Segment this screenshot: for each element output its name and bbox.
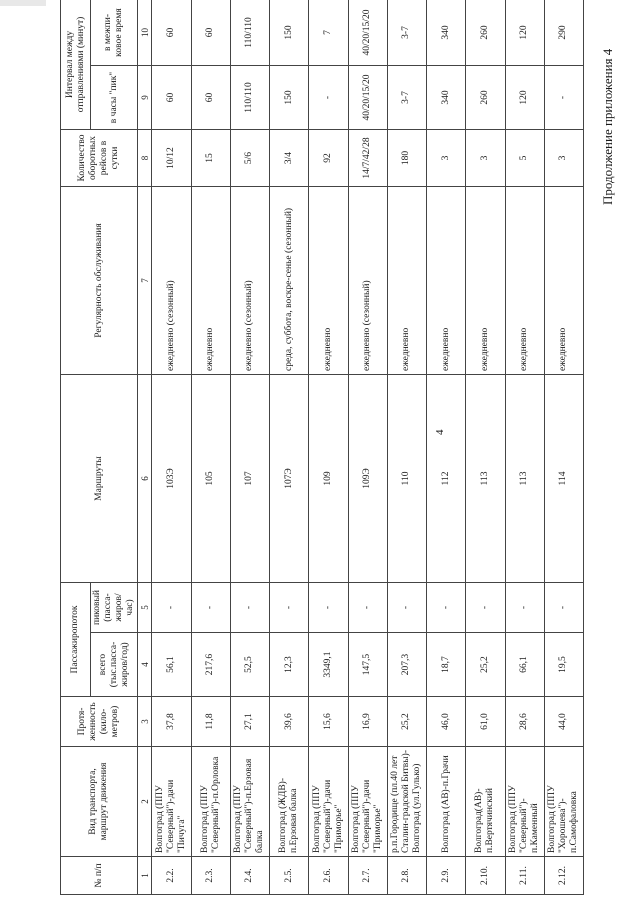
passenger-total: 19,5 — [544, 633, 583, 697]
header-interval: Интервал между отправлениями (минут) — [61, 0, 91, 130]
row-number: 2.5. — [270, 857, 309, 895]
route-name: Волгоград (ППУ "Северный")-п.Каменный — [505, 747, 544, 857]
interval-peak: 40/20/15/20 — [348, 66, 387, 130]
route-length: 11,8 — [191, 697, 230, 747]
row-number: 2.11. — [505, 857, 544, 895]
route-code: 105 — [191, 375, 230, 583]
regularity: ежедневно — [466, 187, 505, 375]
row-number: 2.2. — [152, 857, 191, 895]
page-number: 4 — [434, 429, 446, 435]
table-row — [270, 0, 309, 895]
passenger-total: 207,3 — [387, 633, 426, 697]
trip-count: 5/6 — [230, 130, 269, 187]
index-cell: 5 — [138, 583, 152, 633]
header-row-1 — [61, 0, 91, 895]
route-length: 15,6 — [309, 697, 348, 747]
route-code: 103Э — [152, 375, 191, 583]
route-length: 46,0 — [427, 697, 466, 747]
header-passenger-flow: Пассажиропоток — [61, 583, 91, 697]
interval-offpeak: 3-7 — [387, 0, 426, 66]
route-code: 112 — [427, 375, 466, 583]
index-cell: 8 — [138, 130, 152, 187]
route-name: р.п.Городище (пл.40 лет Сталин-градской Битвы)-Волгоград (ул.Гулько) — [387, 747, 426, 857]
route-length: 44,0 — [544, 697, 583, 747]
route-name: Волгоград (ППУ "Хорошева")-п.Самофаловка — [544, 747, 583, 857]
index-cell: 10 — [138, 0, 152, 66]
route-code: 109 — [309, 375, 348, 583]
trip-count: 92 — [309, 130, 348, 187]
header-pf-total: всего (тыс.пасса-жиров/год) — [91, 633, 138, 697]
passenger-total: 25,2 — [466, 633, 505, 697]
header-int-offpeak: в межпи-ковое время — [91, 0, 138, 66]
index-cell: 3 — [138, 697, 152, 747]
table-row — [387, 0, 426, 895]
header-routes: Маршруты — [61, 375, 138, 583]
interval-peak: 260 — [466, 66, 505, 130]
index-cell: 2 — [138, 747, 152, 857]
header-num: № п/п — [61, 857, 138, 895]
route-length: 27,1 — [230, 697, 269, 747]
route-name: Волгоград (АВ)-п.Грачи — [427, 747, 466, 857]
trip-count: 5 — [505, 130, 544, 187]
regularity: ежедневно — [427, 187, 466, 375]
route-name: Волгоград(АВ)-п.Вертячинский — [466, 747, 505, 857]
trip-count: 10/12 — [152, 130, 191, 187]
interval-peak: 60 — [191, 66, 230, 130]
route-length: 16,9 — [348, 697, 387, 747]
regularity: ежедневно — [387, 187, 426, 375]
table-row — [505, 0, 544, 895]
route-code: 107 — [230, 375, 269, 583]
row-number: 2.7. — [348, 857, 387, 895]
trip-count: 14/7/42/28 — [348, 130, 387, 187]
route-length: 37,8 — [152, 697, 191, 747]
table-row — [427, 0, 466, 895]
row-number: 2.12. — [544, 857, 583, 895]
header-regularity: Регулярность обслуживания — [61, 187, 138, 375]
interval-peak: - — [544, 66, 583, 130]
passenger-total: 18,7 — [427, 633, 466, 697]
row-number: 2.4. — [230, 857, 269, 895]
index-cell: 7 — [138, 187, 152, 375]
route-code: 114 — [544, 375, 583, 583]
interval-offpeak: 290 — [544, 0, 583, 66]
table-row — [152, 0, 191, 895]
route-code: 110 — [387, 375, 426, 583]
route-name: Волгоград (ППУ "Северный")-п.Орловка — [191, 747, 230, 857]
interval-peak: 3-7 — [387, 66, 426, 130]
regularity: ежедневно (сезонный) — [152, 187, 191, 375]
continuation-heading: Продолжение приложения 4 — [600, 48, 615, 205]
passenger-peak: - — [348, 583, 387, 633]
interval-peak: 120 — [505, 66, 544, 130]
table-row — [309, 0, 348, 895]
route-code: 109Э — [348, 375, 387, 583]
interval-offpeak: 150 — [270, 0, 309, 66]
passenger-total: 217,6 — [191, 633, 230, 697]
header-length: Протя-женность (кило-метров) — [61, 697, 138, 747]
trip-count: 3 — [466, 130, 505, 187]
route-length: 61,0 — [466, 697, 505, 747]
passenger-peak: - — [466, 583, 505, 633]
regularity: ежедневно — [191, 187, 230, 375]
passenger-total: 147,5 — [348, 633, 387, 697]
interval-offpeak: 7 — [309, 0, 348, 66]
column-index-row — [138, 0, 152, 895]
route-name: Волгоград (ЖДВ)-п.Ерзовая балка — [270, 747, 309, 857]
index-cell: 6 — [138, 375, 152, 583]
passenger-peak: - — [152, 583, 191, 633]
regularity: ежедневно — [505, 187, 544, 375]
table-row — [466, 0, 505, 895]
route-length: 39,6 — [270, 697, 309, 747]
passenger-peak: - — [230, 583, 269, 633]
route-name: Волгоград (ППУ "Северный")-дачи "Приморье" — [309, 747, 348, 857]
route-code: 107Э — [270, 375, 309, 583]
trip-count: 3/4 — [270, 130, 309, 187]
trip-count: 180 — [387, 130, 426, 187]
route-name: Волгоград (ППУ "Северный")-п.Ерзовая балка — [230, 747, 269, 857]
trip-count: 3 — [544, 130, 583, 187]
table-body — [152, 0, 584, 895]
index-cell: 4 — [138, 633, 152, 697]
header-pf-peak: пиковый (пасса-жиров/час) — [91, 583, 138, 633]
regularity: ежедневно — [544, 187, 583, 375]
route-length: 28,6 — [505, 697, 544, 747]
row-number: 2.6. — [309, 857, 348, 895]
routes-table — [60, 0, 584, 895]
header-route: Вид транспорта, маршрут движения — [61, 747, 138, 857]
route-length: 25,2 — [387, 697, 426, 747]
passenger-total: 52,5 — [230, 633, 269, 697]
row-number: 2.8. — [387, 857, 426, 895]
passenger-peak: - — [387, 583, 426, 633]
header-trips: Количество оборотных рейсов в сутки — [61, 130, 138, 187]
regularity: среда, суббота, воскре-сенье (сезонный) — [270, 187, 309, 375]
passenger-total: 12,3 — [270, 633, 309, 697]
passenger-peak: - — [191, 583, 230, 633]
interval-peak: 150 — [270, 66, 309, 130]
passenger-peak: - — [427, 583, 466, 633]
index-cell: 1 — [138, 857, 152, 895]
passenger-total: 66,1 — [505, 633, 544, 697]
route-code: 113 — [466, 375, 505, 583]
table-row — [348, 0, 387, 895]
table-row — [230, 0, 269, 895]
route-code: 113 — [505, 375, 544, 583]
interval-offpeak: 340 — [427, 0, 466, 66]
passenger-peak: - — [270, 583, 309, 633]
interval-offpeak: 60 — [191, 0, 230, 66]
row-number: 2.9. — [427, 857, 466, 895]
trip-count: 15 — [191, 130, 230, 187]
index-cell: 9 — [138, 66, 152, 130]
interval-offpeak: 120 — [505, 0, 544, 66]
interval-offpeak: 110/110 — [230, 0, 269, 66]
header-int-peak: в часы "пик" — [91, 66, 138, 130]
interval-peak: 60 — [152, 66, 191, 130]
interval-peak: 110/110 — [230, 66, 269, 130]
regularity: ежедневно (сезонный) — [230, 187, 269, 375]
passenger-total: 3349,1 — [309, 633, 348, 697]
table-row — [191, 0, 230, 895]
interval-peak: 340 — [427, 66, 466, 130]
interval-peak: - — [309, 66, 348, 130]
interval-offpeak: 40/20/15/20 — [348, 0, 387, 66]
regularity: ежедневно (сезонный) — [348, 187, 387, 375]
trip-count: 3 — [427, 130, 466, 187]
interval-offpeak: 60 — [152, 0, 191, 66]
route-name: Волгоград (ППУ "Северный")-дачи "Приморье" — [348, 747, 387, 857]
table-row — [544, 0, 583, 895]
row-number: 2.10. — [466, 857, 505, 895]
route-name: Волгоград (ППУ "Северный")-дачи "Пичуга" — [152, 747, 191, 857]
interval-offpeak: 260 — [466, 0, 505, 66]
passenger-peak: - — [505, 583, 544, 633]
passenger-peak: - — [544, 583, 583, 633]
passenger-total: 56,1 — [152, 633, 191, 697]
row-number: 2.3. — [191, 857, 230, 895]
passenger-peak: - — [309, 583, 348, 633]
regularity: ежедневно — [309, 187, 348, 375]
